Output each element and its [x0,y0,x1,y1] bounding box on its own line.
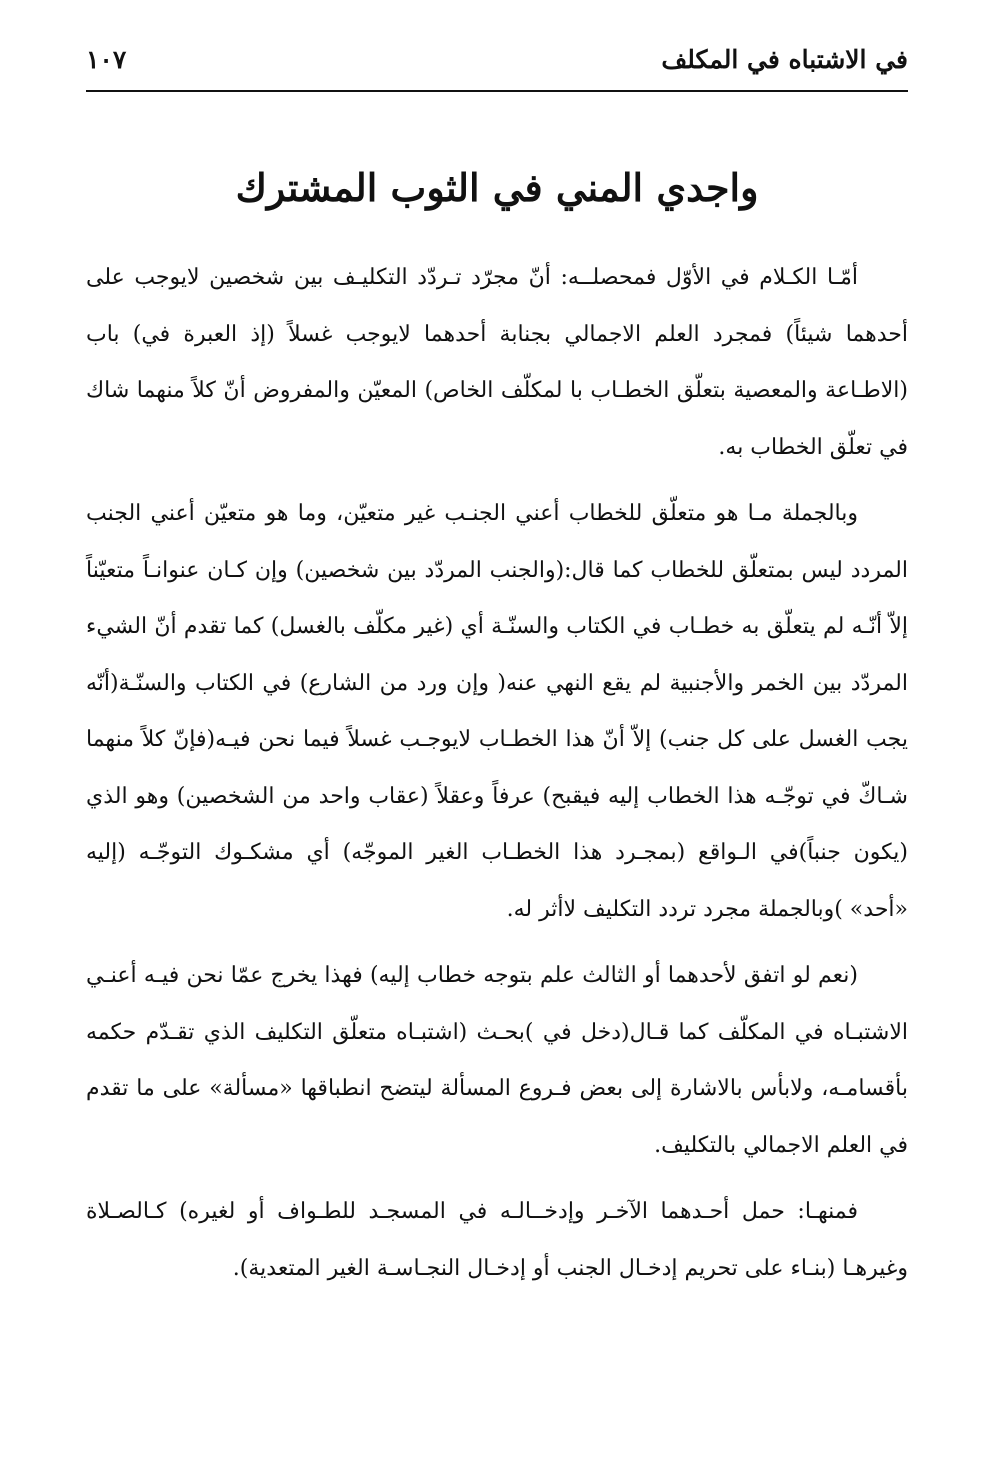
page-header [86,38,908,88]
running-title: في الاشتباه في المكلف [661,45,908,74]
paragraph-2: وبالجملة مـا هو متعلّق للخطاب أعني الجنـب غير متعيّن، وما هو متعيّن أعني الجنب المردد ليس بمتعلّق للخطاب كما قال:(والجنب المردّد بين شخصين) وإن كـان عنوانـاً متعيّناً إلاّ أنّـه لم يتعلّق به خطـاب في الكتاب والسنّـة أي (غير مكلّف بالغسل) كما تقدم أنّ الشيء المردّد بين الخمر والأجنبية لم يقع النهي عنه( وإن ورد من الشارع) في الكتاب والسنّـة(أنّه يجب الغسل على كل جنب) إلاّ أنّ هذا الخطـاب لايوجـب غسلاً فيما نحن فيـه(فإنّ كلاً منهما شـاكّ في توجّـه هذا الخطاب إليه فيقبح) عرفاً وعقلاً (عقاب واحد من الشخصين) وهو الذي (يكون جنباً)في الـواقع (بمجـرد هذا الخطـاب الغير الموجّه) أي مشكـوك التوجّـه (إليه «أحد» )وبالجملة مجرد تردد التكليف لاأثر له. [86,501,908,922]
body-text [86,250,908,1307]
paragraph-3: (نعم لو اتفق لأحدهما أو الثالث علم بتوجه خطاب إليه) فهذا يخرج عمّا نحن فيـه أعنـي الاشتبـاه في المكلّف كما قـال(دخل في )بحـث (اشتبـاه متعلّق التكليف الذي تقـدّم حكمه بأقسامـه، ولابأس بالاشارة إلى بعض فـروع المسألة ليتضح انطباقها «مسألة» على ما تقدم في العلم الاجمالي بالتكليف. [86,963,908,1158]
paragraph-1: أمّـا الكـلام في الأوّل فمحصلــه: أنّ مجرّد تـردّد التكليـف بين شخصين لايوجب على أحدهما شيئاً) فمجرد العلم الاجمالي بجنابة أحدهما لايوجب غسلاً (إذ العبرة في) باب (الاطـاعة والمعصية بتعلّق الخطـاب با لمكلّف الخاص) المعيّن والمفروض أنّ كلاً منهما شاك في تعلّق الخطاب به. [86,265,908,460]
header-divider [86,90,908,92]
paragraph-4: فمنهـا: حمل أحـدهما الآخـر وإدخــالـه في المسجـد للطـواف أو لغيره) كـالصـلاة وغيرهـا (بنـاء على تحريم إدخـال الجنب أو إدخـال النجـاسـة الغير المتعدية). [86,1199,908,1281]
page-number: ١٠٧ [86,45,127,74]
section-heading: واجدي المني في الثوب المشترك [235,165,759,210]
